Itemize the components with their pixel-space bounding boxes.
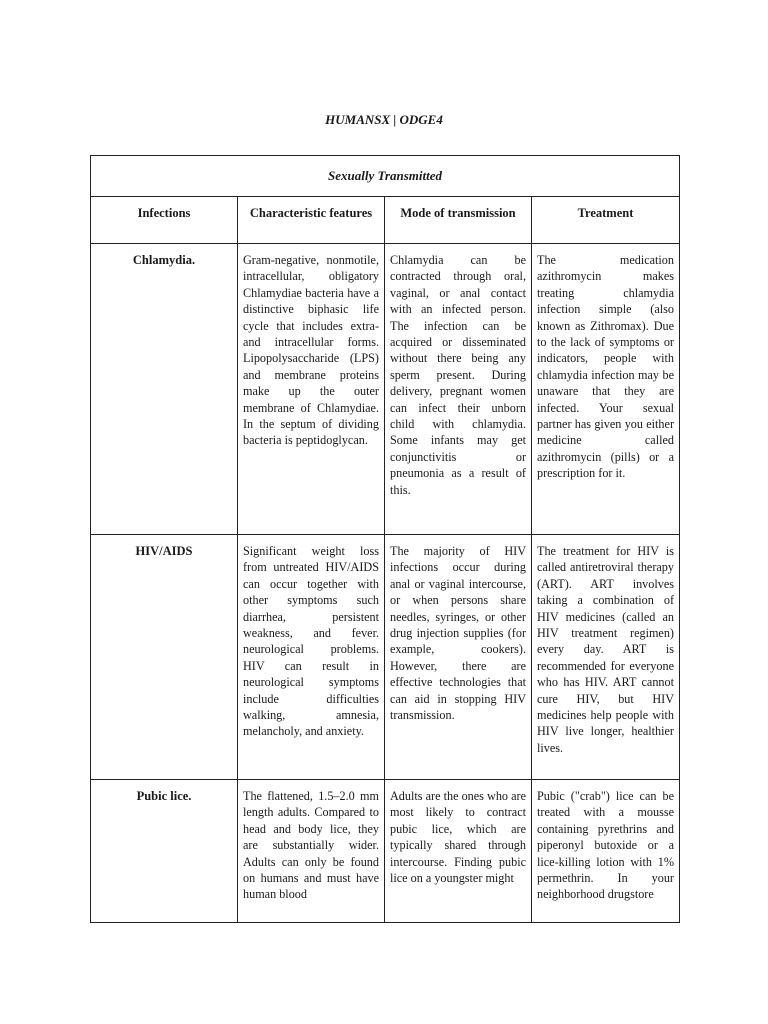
table-title: Sexually Transmitted (91, 156, 680, 197)
transmission-cell: The majority of HIV infections occur during anal or vaginal intercourse, or when persons share needles, syringes, or other drug injection supplies (for example, cookers). However, there are effective technologies that can aid in stopping HIV transmission. (385, 535, 532, 780)
treatment-cell: The treatment for HIV is called antiretroviral therapy (ART). ART involves taking a combination of HIV medicines (called an HIV treatment regimen) every day. ART is recommended for everyone who has HIV. ART cannot cure HIV, but HIV medicines help people with HIV live longer, healthier lives. (532, 535, 680, 780)
features-cell: The flattened, 1.5–2.0 mm length adults. Compared to head and body lice, they are substantially wider. Adults can only be found on humans and must have human blood (238, 780, 385, 923)
column-header-transmission: Mode of transmission (385, 197, 532, 244)
treatment-cell: The medication azithromycin makes treating chlamydia infection simple (also known as Zithromax). Due to the lack of symptoms or indicators, people with chlamydia infection may be unaware that they are infected. Your sexual partner has given you either medicine called azithromycin (pills) or a prescription for it. (532, 244, 680, 535)
table-caption-row (91, 156, 680, 197)
treatment-cell: Pubic ("crab") lice can be treated with a mousse containing pyrethrins and piperonyl butoxide or a lice-killing lotion with 1% permethrin. In your neighborhood drugstore (532, 780, 680, 923)
transmission-cell: Chlamydia can be contracted through oral, vaginal, or anal contact with an infected person. The infection can be acquired or disseminated without there being any sperm present. During delivery, pregnant women can infect their unborn child with chlamydia. Some infants may get conjunctivitis or pneumonia as a result of this. (385, 244, 532, 535)
table-header-row (91, 197, 680, 244)
features-cell: Gram-negative, nonmotile, intracellular, obligatory Chlamydiae bacteria have a distinctive biphasic life cycle that includes extra- and intracellular forms. Lipopolysaccharide (LPS) and membrane proteins make up the outer membrane of Chlamydiae. In the septum of dividing bacteria is peptidoglycan. (238, 244, 385, 535)
document-header: HUMANSX | ODGE4 (325, 112, 443, 127)
column-header-infections: Infections (91, 197, 238, 244)
infection-name: Chlamydia. (91, 244, 238, 535)
column-header-treatment: Treatment (532, 197, 680, 244)
table-row (91, 244, 680, 535)
table-row (91, 535, 680, 780)
infection-name: Pubic lice. (91, 780, 238, 923)
infection-name: HIV/AIDS (91, 535, 238, 780)
features-cell: Significant weight loss from untreated HIV/AIDS can occur together with other symptoms such diarrhea, persistent weakness, and fever. neurological problems. HIV can result in neurological symptoms include difficulties walking, amnesia, melancholy, and anxiety. (238, 535, 385, 780)
column-header-features: Characteristic features (238, 197, 385, 244)
std-table (90, 155, 680, 923)
transmission-cell: Adults are the ones who are most likely to contract pubic lice, which are typically shared through intercourse. Finding pubic lice on a youngster might (385, 780, 532, 923)
table-row (91, 780, 680, 923)
